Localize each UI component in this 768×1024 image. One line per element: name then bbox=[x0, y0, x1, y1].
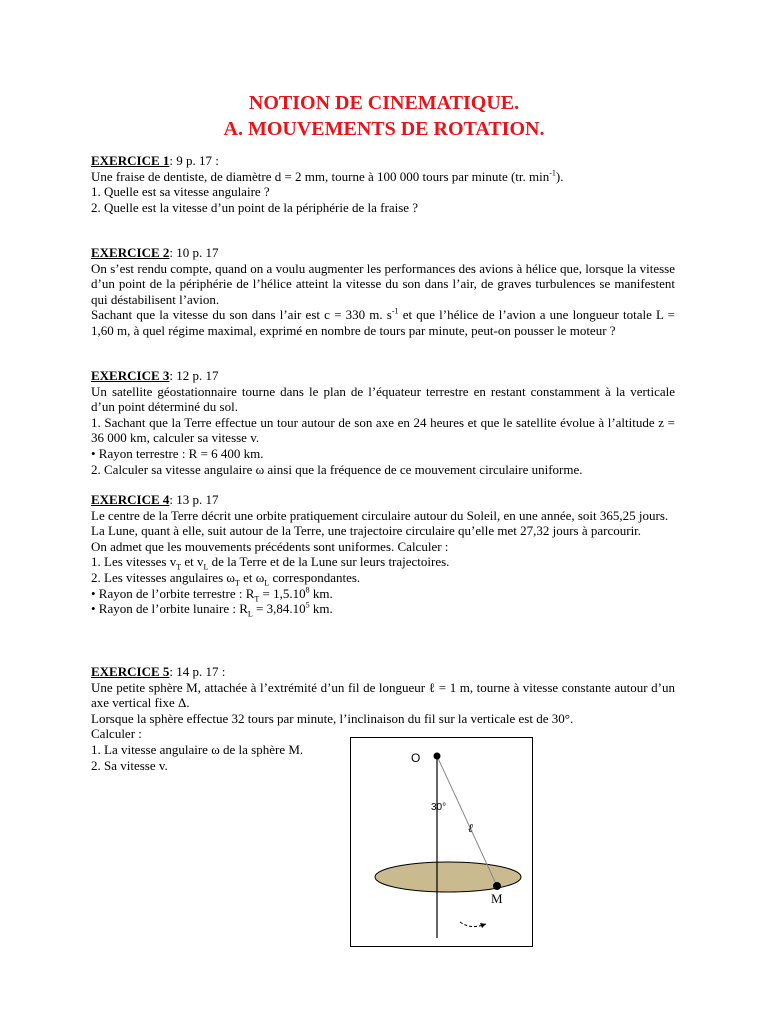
exercise-4 bbox=[91, 492, 675, 617]
exercise-4-paragraph-1: Le centre de la Terre décrit une orbite pratiquement circulaire autour du Soleil, en une année, soit 365,25 jours. bbox=[91, 507, 669, 523]
exercise-5-question-1: 1. La vitesse angulaire ω de la sphère M. bbox=[91, 741, 304, 757]
exercise-1-question-1: 1. Quelle est sa vitesse angulaire ? bbox=[91, 184, 270, 200]
exercise-4-paragraph-3: On admet que les mouvements précédents sont uniformes. Calculer : bbox=[91, 538, 449, 554]
exercise-3 bbox=[91, 368, 675, 477]
exercise-1-question-2: 2. Quelle est la vitesse d’un point de la périphérie de la fraise ? bbox=[91, 199, 419, 215]
exercise-5-paragraph-2: Lorsque la sphère effectue 32 tours par minute, l’inclinaison du fil sur la verticale est de 30°. bbox=[91, 710, 574, 726]
exercise-4-bullet-earth: • Rayon de l’orbite terrestre : $R_T = 1,5.10^8$ km. bbox=[91, 585, 333, 604]
exercise-2-label: EXERCICE 2 bbox=[91, 245, 170, 260]
exercise-3-ref: : 12 p. 17 bbox=[169, 368, 219, 383]
exercise-4-label: EXERCICE 4 bbox=[91, 492, 170, 507]
exercise-2-ref: : 10 p. 17 bbox=[169, 245, 219, 260]
exercise-4-bullet-moon: • Rayon de l’orbite lunaire : $R_L = 3,84.10^5$ km. bbox=[91, 600, 333, 619]
point-O bbox=[434, 753, 441, 760]
exercise-5-paragraph-1: Une petite sphère M, attachée à l’extrémité d’un fil de longueur ℓ = 1 m, tourne à vitesse constante autour d’un axe vertical fixe Δ. bbox=[91, 679, 675, 711]
exercise-3-question-2: 2. Calculer sa vitesse angulaire ω ainsi que la fréquence de ce mouvement circulaire uniforme. bbox=[91, 461, 583, 477]
conical-pendulum-diagram bbox=[350, 737, 533, 947]
exercise-3-question-1: 1. Sachant que la Terre effectue un tour autour de son axe en 24 heures et que le satellite évolue à l’altitude z = 36 000 km, calculer sa vitesse v. bbox=[91, 414, 675, 446]
exercise-1-heading bbox=[91, 153, 675, 169]
exercise-5-question-2: 2. Sa vitesse v. bbox=[91, 757, 168, 773]
exercise-1 bbox=[91, 153, 675, 215]
exercise-1-ref: : 9 p. 17 : bbox=[169, 153, 219, 168]
exercise-4-ref: : 13 p. 17 bbox=[169, 492, 219, 507]
label-angle: 30° bbox=[431, 802, 447, 813]
exercise-3-data-bullet: • Rayon terrestre : R = 6 400 km. bbox=[91, 445, 264, 461]
exercise-3-label: EXERCICE 3 bbox=[91, 368, 170, 383]
label-O: O bbox=[411, 751, 421, 765]
exercise-4-question-2: 2. Les vitesses angulaires $\omega_T$ et $\omega_L$ correspondantes. bbox=[91, 569, 361, 588]
exercise-2 bbox=[91, 245, 675, 339]
page-title: NOTION DE CINEMATIQUE. bbox=[248, 92, 520, 114]
exercise-4-question-1: 1. Les vitesses $v_T$ et $v_L$ de la Terre et de la Lune sur leurs trajectoires. bbox=[91, 554, 450, 572]
exercise-2-paragraph-2: Sachant que la vitesse du son dans l’air est c = 330 m. $s^{-1}$ et que l’hélice de l’avion a une longueur totale L = 1,60 m, à quel régime maximal, exprimé en nombre de tours par minute, peut-on pousser le moteur ? bbox=[91, 307, 675, 338]
exercise-2-heading bbox=[91, 245, 675, 261]
exercise-5-ref: : 14 p. 17 : bbox=[169, 664, 226, 679]
exercise-5-label: EXERCICE 5 bbox=[91, 664, 170, 679]
label-M: M bbox=[491, 891, 503, 906]
page-subtitle: A. MOUVEMENTS DE ROTATION. bbox=[223, 118, 545, 140]
exercise-1-statement: Une fraise de dentiste, de diamètre d = 2 mm, tourne à 100 000 tours par minute (tr. $\min^{-1}$). bbox=[91, 168, 564, 184]
exercise-1-label: EXERCICE 1 bbox=[91, 153, 170, 168]
exercise-5-paragraph-3: Calculer : bbox=[91, 726, 142, 742]
exercise-2-paragraph-1: On s’est rendu compte, quand on a voulu augmenter les performances des avions à hélice que, lorsque la vitesse d’un point de la périphérie de l’hélice atteint la vitesse du son dans l’air, de graves turbulences se manifestent qui déstabilisent l’avion. bbox=[91, 260, 675, 307]
exercise-3-paragraph-1: Un satellite géostationnaire tourne dans le plan de l’équateur terrestre en restant constamment à la verticale d’un point déterminé du sol. bbox=[91, 383, 675, 415]
exercise-5-heading bbox=[91, 664, 675, 680]
diagram-svg bbox=[351, 738, 532, 946]
label-length: ℓ bbox=[468, 821, 473, 835]
sphere-M bbox=[493, 882, 501, 890]
exercise-4-heading bbox=[91, 492, 675, 508]
exercise-4-paragraph-2: La Lune, quant à elle, suit autour de la Terre, une trajectoire circulaire qu’elle met 27,32 jours à parcourir. bbox=[91, 523, 642, 539]
exercise-3-heading bbox=[91, 368, 675, 384]
